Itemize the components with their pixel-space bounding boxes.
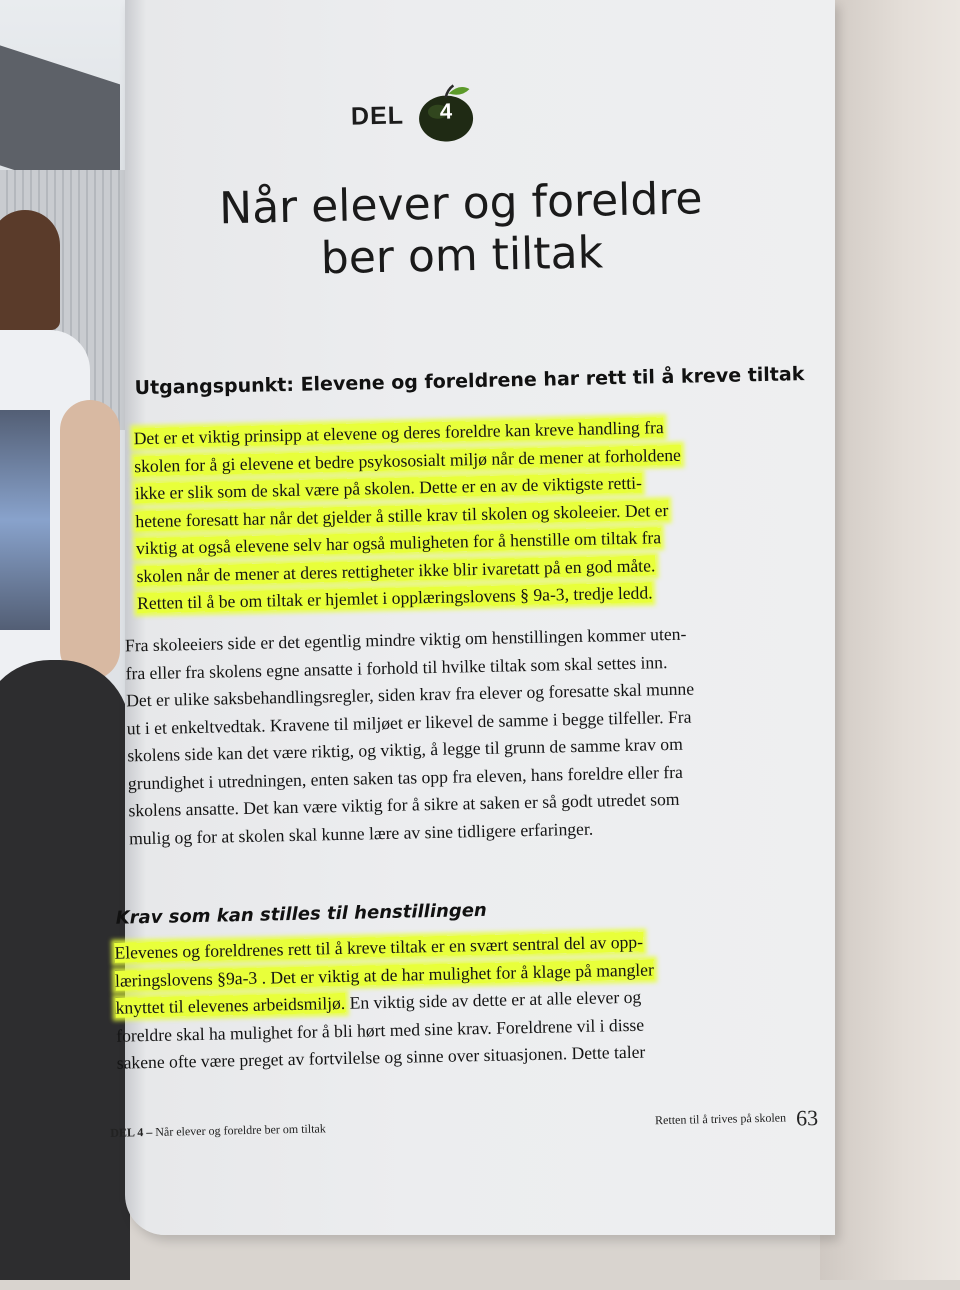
part-marker — [350, 68, 492, 151]
highlighted-text: knyttet til elevenes arbeidsmiljø. — [115, 993, 345, 1018]
running-footer-right — [655, 1105, 818, 1134]
text-line: skolens ansatte. Det kan være viktig for å sikre at saken er så godt utredet som — [128, 786, 696, 825]
text-line: skolens side kan det være riktig, og viktig, å legge til grunn de samme krav om — [127, 731, 695, 770]
text-line: Fra skoleeiers side er det egentlig mindre viktig om henstillingen kommer uten- — [125, 621, 693, 660]
highlighted-line: Retten til å be om tiltak er hjemlet i opplæringslovens § 9a-3, tredje ledd. — [137, 582, 653, 613]
page-number: 63 — [796, 1105, 819, 1130]
text-line: mulig og for at skolen skal kunne lære av sine tidligere erfaringer. — [129, 813, 697, 852]
chapter-title-line: Når elever og foreldre — [180, 172, 741, 236]
paragraph-partly-highlighted — [114, 928, 656, 1077]
footer-part: DEL 4 – — [110, 1125, 152, 1140]
footer-chapter-title: Når elever og foreldre ber om tiltak — [152, 1121, 326, 1139]
chapter-title-line: ber om tiltak — [181, 224, 742, 288]
subsection-heading: Krav som kan stilles til henstillingen — [116, 893, 796, 928]
text-line: grundighet i utredningen, enten saken tas opp fra eleven, hans foreldre eller fra — [128, 758, 696, 797]
chapter-title — [180, 172, 742, 288]
highlighted-line: Det er et viktig prinsipp at elevene og deres foreldre kan kreve handling fra — [133, 417, 663, 448]
highlighted-line: hetene foresatt har når det gjelder å stille krav til skolen og skoleeier. Det er — [135, 500, 668, 531]
highlighted-line: viktig at også elevene selv har også muligheten for å henstille om tiltak fra — [136, 527, 662, 558]
text-line: fra eller fra skolens egne ansatte i forhold til hvilke tiltak som skal settes inn. — [125, 648, 693, 687]
highlighted-line: skolen når de mener at deres rettigheter ikke blir ivaretatt på en god måte. — [136, 555, 655, 586]
text-run: En viktig side av dette er at alle elever og — [345, 987, 641, 1013]
footer-book-title: Retten til å trives på skolen — [655, 1110, 786, 1127]
section-heading: Utgangspunkt: Elevene og foreldrene har rett til å kreve tiltak — [134, 363, 814, 399]
highlighted-text: læringslovens §9a-3 . Det er viktig at de har mulighet for å klage på mangler — [115, 959, 654, 990]
running-footer-left — [110, 1121, 326, 1141]
text-line: ut i et enkeltvedtak. Kravene til miljøet er likevel de samme i begge tilfeller. Fra — [126, 703, 694, 742]
paragraph-highlighted — [133, 414, 684, 618]
part-number: 4 — [416, 98, 477, 125]
text-run: sakene ofte være preget av fortvilelse og sinne over situasjonen. Dette taler — [117, 1042, 646, 1073]
text-run: foreldre skal ha mulighet for å bli hørt med sine krav. Foreldrene vil i disse — [116, 1014, 644, 1045]
highlighted-line: ikke er slik som de skal være på skolen. Dette er en av de viktigste retti- — [135, 473, 642, 504]
part-label: DEL — [351, 101, 405, 131]
paragraph — [125, 621, 697, 853]
text-line: Det er ulike saksbehandlingsregler, siden krav fra elever og foresatte skal munne — [126, 676, 694, 715]
highlighted-text: Elevenes og foreldrenes rett til å kreve tiltak er en svært sentral del av opp- — [114, 932, 643, 963]
highlighted-line: skolen for å gi elevene et bedre psykososialt miljø når de mener at forholdene — [134, 444, 681, 475]
